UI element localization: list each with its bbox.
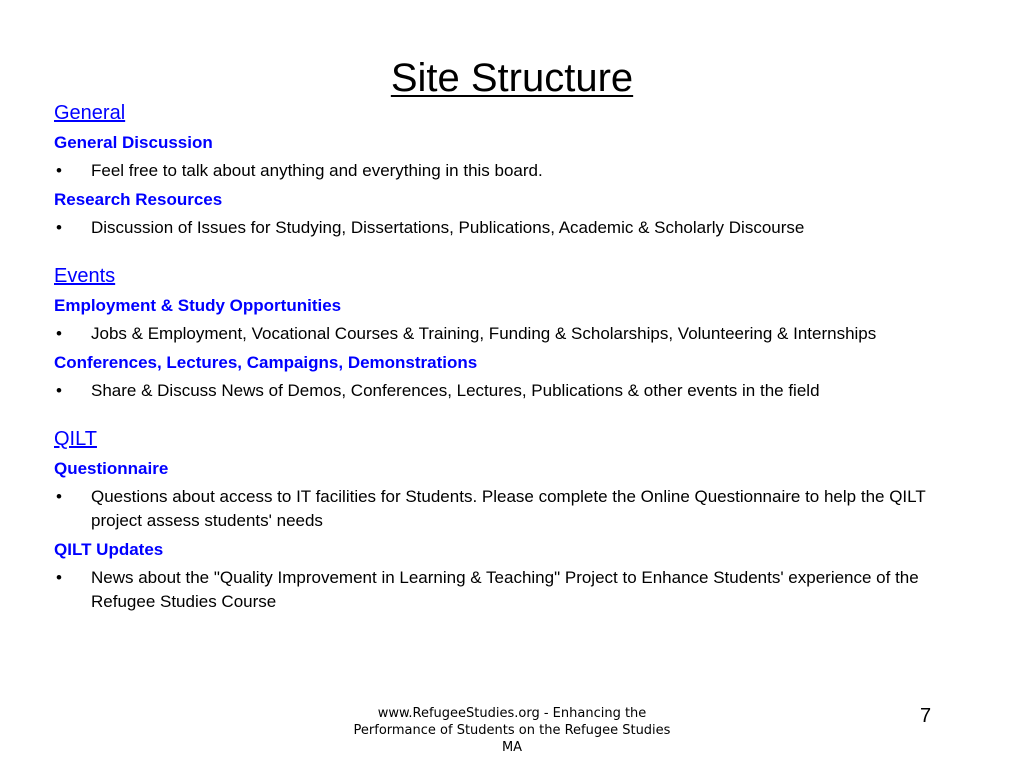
section-qilt xyxy=(54,426,954,614)
bullet-item xyxy=(54,322,954,346)
bullet-text: Feel free to talk about anything and everything in this board. xyxy=(91,161,543,180)
bullet-icon: • xyxy=(56,218,62,237)
bullet-item xyxy=(54,379,954,403)
bullet-icon: • xyxy=(56,161,62,180)
category-heading: Conferences, Lectures, Campaigns, Demonstrations xyxy=(54,353,478,372)
bullet-icon: • xyxy=(56,568,62,587)
category-heading: QILT Updates xyxy=(54,540,164,559)
section-heading: General xyxy=(54,102,126,124)
bullet-item xyxy=(54,216,954,240)
category-heading: Employment & Study Opportunities xyxy=(54,296,342,315)
section-general xyxy=(54,100,954,240)
category-heading: General Discussion xyxy=(54,133,213,152)
bullet-icon: • xyxy=(56,487,62,506)
bullet-item xyxy=(54,566,954,614)
bullet-text: Jobs & Employment, Vocational Courses & Training, Funding & Scholarships, Volunteering & Internships xyxy=(91,324,877,343)
section-events xyxy=(54,263,954,403)
bullet-item xyxy=(54,485,954,533)
bullet-text: Share & Discuss News of Demos, Conferences, Lectures, Publications & other events in the field xyxy=(91,381,820,400)
bullet-text: Discussion of Issues for Studying, Dissertations, Publications, Academic & Scholarly Discourse xyxy=(91,218,805,237)
bullet-text: News about the "Quality Improvement in Learning & Teaching" Project to Enhance Students' experience of the Refugee Studies Course xyxy=(91,568,919,611)
bullet-text: Questions about access to IT facilities for Students. Please complete the Online Questionnaire to help the QILT project assess students' needs xyxy=(91,487,926,530)
category-heading: Questionnaire xyxy=(54,459,169,478)
site-structure-list xyxy=(54,100,954,637)
section-heading: QILT xyxy=(54,428,97,450)
slide-title xyxy=(0,52,1024,104)
slide-title-text: Site Structure xyxy=(390,56,634,100)
bullet-icon: • xyxy=(56,381,62,400)
bullet-item xyxy=(54,159,954,183)
bullet-icon: • xyxy=(56,324,62,343)
slide-number: 7 xyxy=(920,705,932,727)
footer-source-text: www.RefugeeStudies.org - Enhancing the Performance of Students on the Refugee Studies MA xyxy=(353,706,671,755)
section-heading: Events xyxy=(54,265,116,287)
category-heading: Research Resources xyxy=(54,190,223,209)
